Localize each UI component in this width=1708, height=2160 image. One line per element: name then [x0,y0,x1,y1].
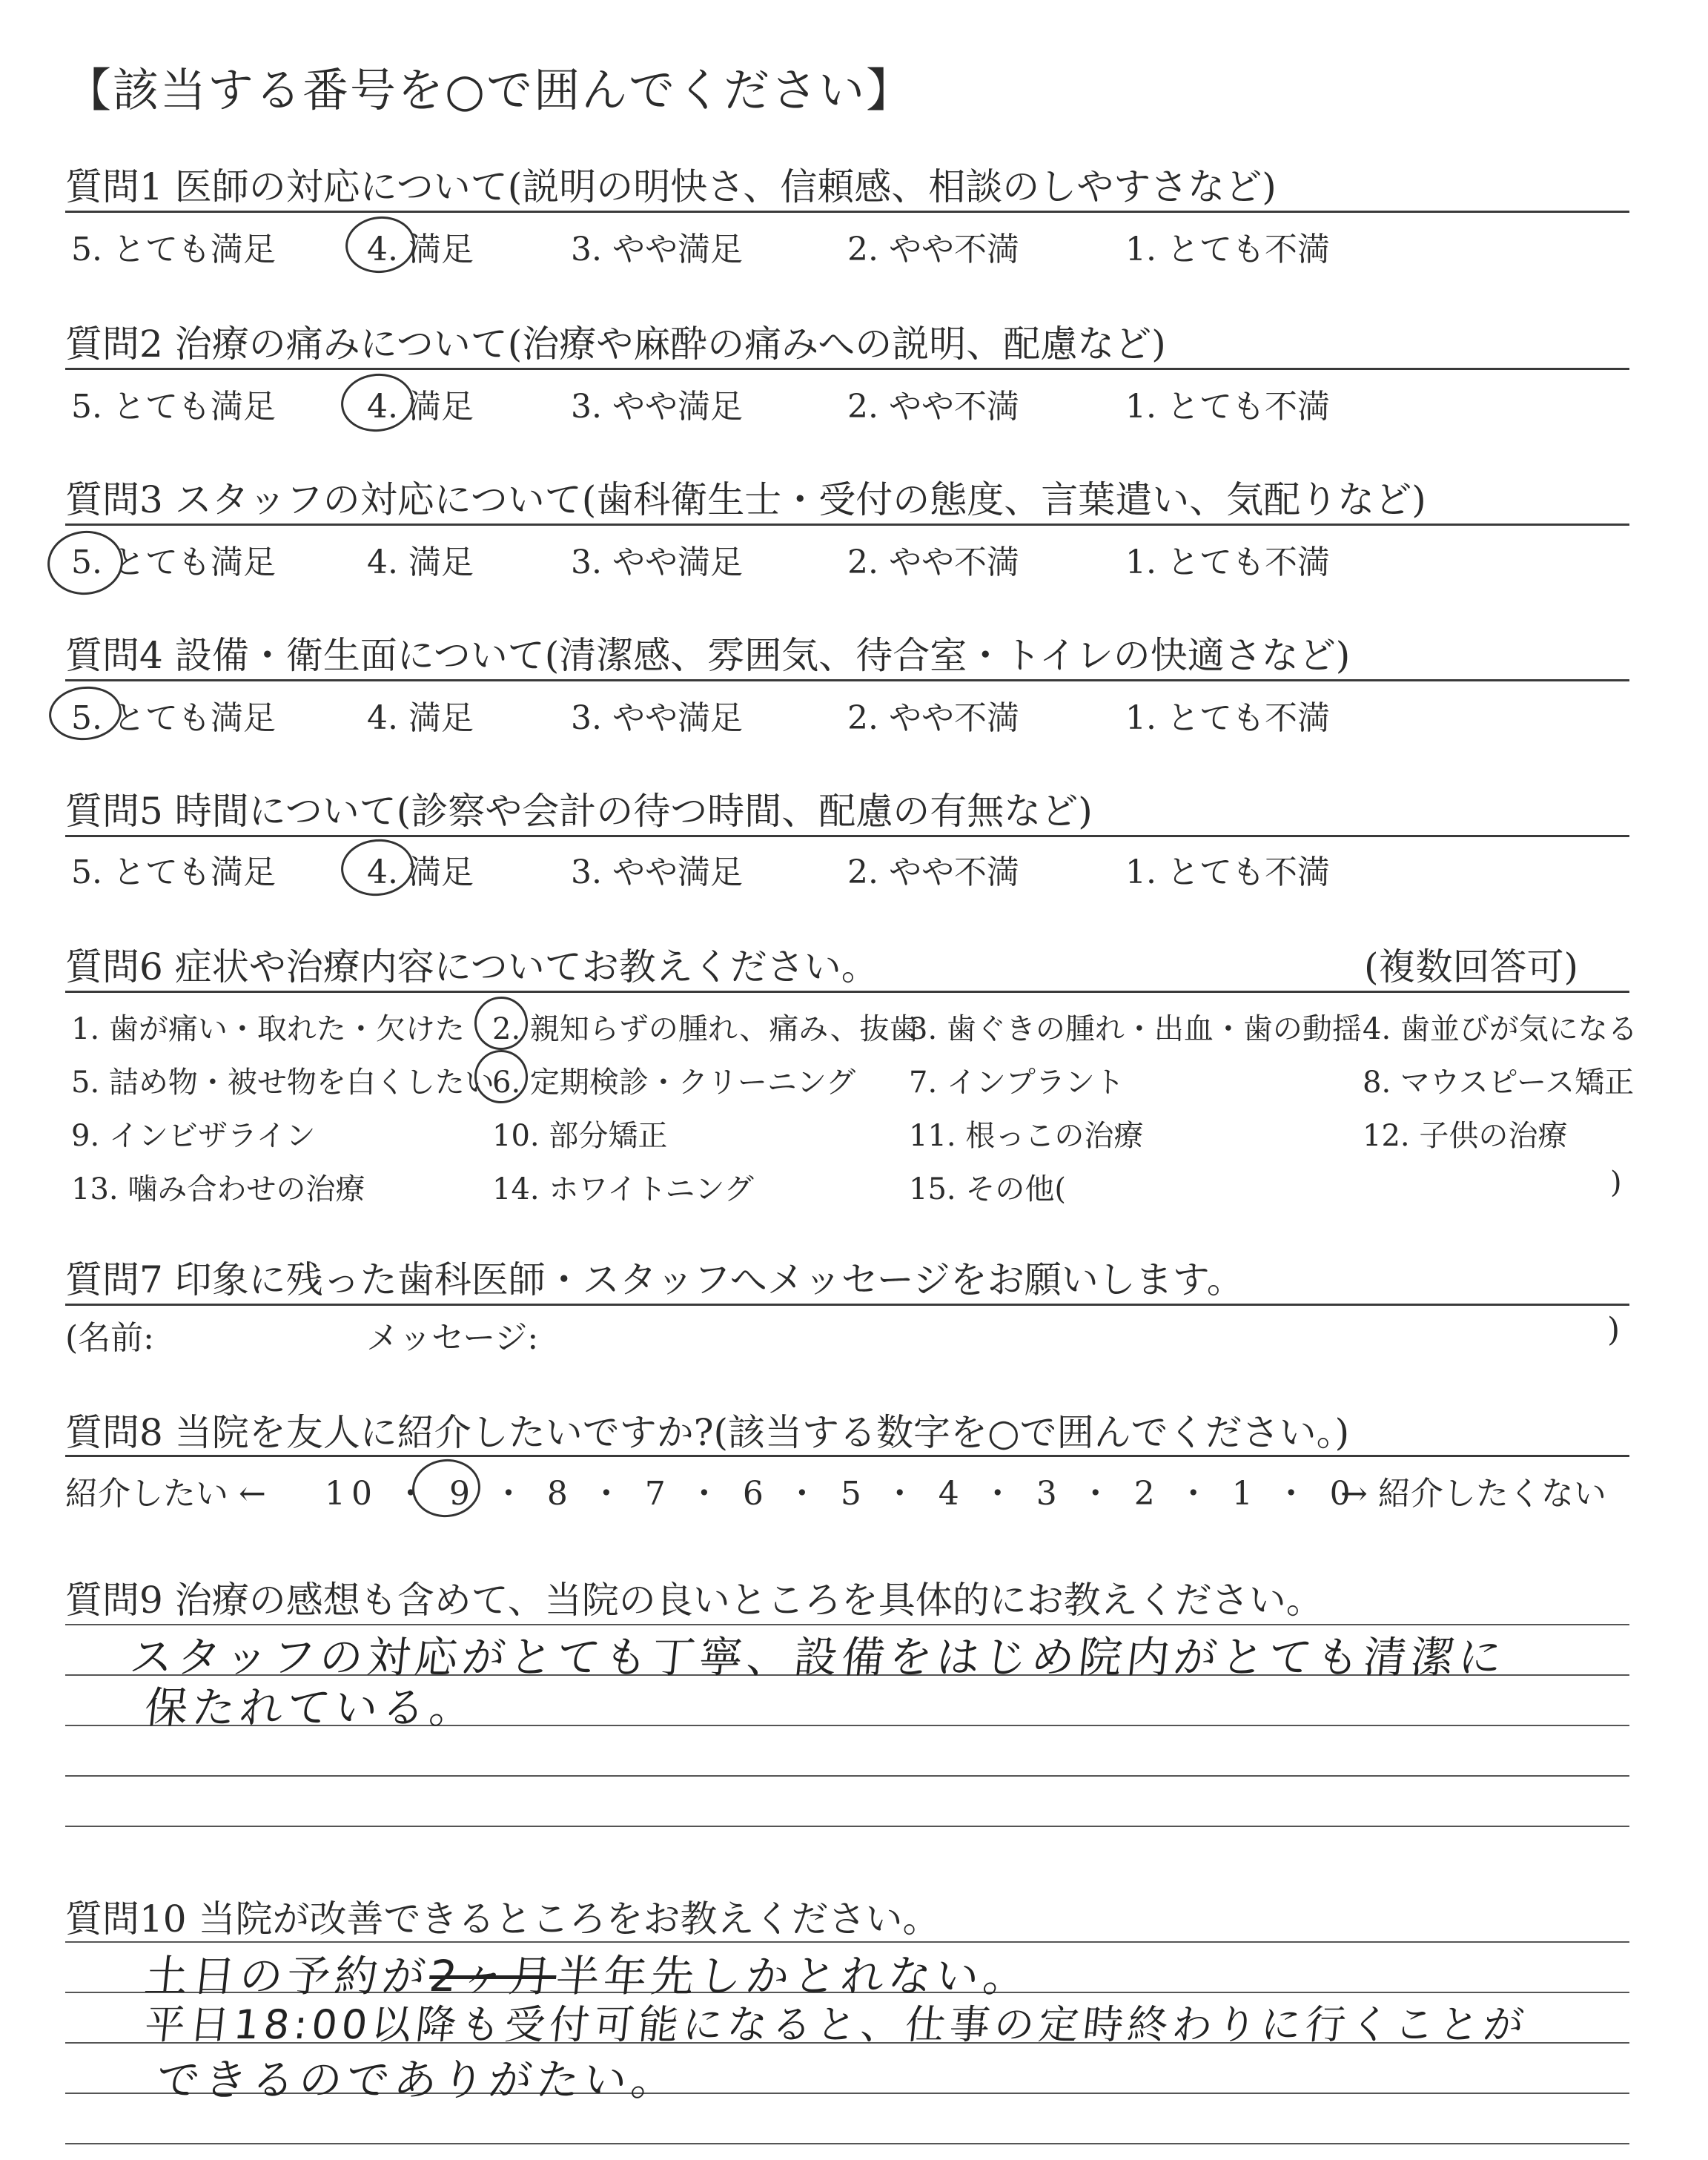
divider [65,835,1629,837]
q1-option-5[interactable]: 5. とても満足 [71,231,276,268]
q1-option-3[interactable]: 3. やや満足 [571,231,743,268]
q1-option-4[interactable]: 4. 満足 [367,231,474,268]
handwritten-answer-line: スタッフの対応がとても丁寧、設備をはじめ院内がとても清潔に [127,1632,1509,1682]
handwritten-answer-line: 保たれている。 [142,1682,480,1733]
question-3-label: 質問3 スタッフの対応について(歯科衛生士・受付の態度、言葉遣い、気配りなど) [65,478,1426,521]
struck-text: 2ヶ月 [426,1951,559,2001]
q6-option[interactable]: 5. 詰め物・被せ物を白くしたい [71,1066,494,1100]
q3-option-1[interactable]: 1. とても不満 [1125,544,1330,581]
q3-option-5[interactable]: 5. とても満足 [71,544,276,581]
answer-line [65,1826,1629,1827]
q6-option[interactable]: 1. 歯が痛い・取れた・欠けた [71,1012,465,1046]
q6-option[interactable]: 15. その他( [909,1172,1066,1206]
q4-option-2[interactable]: 2. やや不満 [847,699,1019,737]
q1-option-1[interactable]: 1. とても不満 [1125,231,1330,268]
q6-option[interactable]: 8. マウスピース矯正 [1363,1066,1635,1100]
question-6-label: 質問6 症状や治療内容についてお教えください。 [65,945,878,988]
q2-option-2[interactable]: 2. やや不満 [847,388,1019,426]
answer-text: 半年先しかとれない。 [553,1951,1033,2001]
divider [65,679,1629,681]
q5-option-2[interactable]: 2. やや不満 [847,853,1019,891]
name-label: (名前: [65,1319,154,1357]
q7-close-paren: ) [1607,1311,1621,1349]
question-1-label: 質問1 医師の対応について(説明の明快さ、信頼感、相談のしやすさなど) [65,165,1277,208]
q2-option-1[interactable]: 1. とても不満 [1125,388,1330,426]
q2-option-4[interactable]: 4. 満足 [367,388,474,426]
divider [65,368,1629,370]
answer-line [65,2143,1629,2144]
message-label: メッセージ: [366,1319,539,1357]
q1-option-2[interactable]: 2. やや不満 [847,231,1019,268]
q2-option-3[interactable]: 3. やや満足 [571,388,743,426]
recommend-right-label: → 紹介したくない [1340,1475,1606,1513]
recommend-scale[interactable]: 10 ・ 9 ・ 8 ・ 7 ・ 6 ・ 5 ・ 4 ・ 3 ・ 2 ・ 1 ・ 0 [325,1475,1357,1513]
q6-option[interactable]: 7. インプラント [909,1066,1125,1100]
divider [65,211,1629,213]
q4-option-3[interactable]: 3. やや満足 [571,699,743,737]
q5-option-5[interactable]: 5. とても満足 [71,853,276,891]
answer-text: 土日の予約が [142,1951,433,2001]
divider [65,1455,1629,1457]
q6-option[interactable]: 4. 歯並びが気になる [1363,1012,1638,1046]
q6-option[interactable]: 13. 噛み合わせの治療 [71,1172,365,1206]
handwritten-answer-line: できるのでありがたい。 [153,2055,682,2105]
q5-option-1[interactable]: 1. とても不満 [1125,853,1330,891]
question-7-label: 質問7 印象に残った歯科医師・スタッフへメッセージをお願いします。 [65,1258,1244,1301]
question-5-label: 質問5 時間について(診察や会計の待つ時間、配慮の有無など) [65,790,1093,833]
q4-option-4[interactable]: 4. 満足 [367,699,474,737]
q4-option-1[interactable]: 1. とても不満 [1125,699,1330,737]
q6-option[interactable]: 3. 歯ぐきの腫れ・出血・歯の動揺 [909,1012,1362,1046]
q3-option-3[interactable]: 3. やや満足 [571,544,743,581]
q3-option-4[interactable]: 4. 満足 [367,544,474,581]
q6-option[interactable]: 14. ホワイトニング [492,1172,754,1206]
divider [65,991,1629,993]
q6-option[interactable]: 12. 子供の治療 [1363,1119,1568,1153]
question-2-label: 質問2 治療の痛みについて(治療や麻酔の痛みへの説明、配慮など) [65,323,1166,366]
q2-option-5[interactable]: 5. とても満足 [71,388,276,426]
q6-option[interactable]: 11. 根っこの治療 [909,1119,1144,1153]
divider [65,1304,1629,1306]
question-10-label: 質問10 当院が改善できるところをお教えください。 [65,1898,940,1941]
question-8-label: 質問8 当院を友人に紹介したいですか?(該当する数字を○で囲んでください。) [65,1411,1350,1454]
q3-option-2[interactable]: 2. やや不満 [847,544,1019,581]
answer-line [65,1775,1629,1777]
q6-option[interactable]: 9. インビザライン [71,1119,316,1153]
question-9-label: 質問9 治療の感想も含めて、当院の良いところを具体的にお教えください。 [65,1579,1323,1622]
question-4-label: 質問4 設備・衛生面について(清潔感、雰囲気、待合室・トイレの快適さなど) [65,634,1351,677]
q5-option-4[interactable]: 4. 満足 [367,853,474,891]
q6-close-paren: ) [1610,1166,1622,1200]
q6-option[interactable]: 2. 親知らずの腫れ、痛み、抜歯 [492,1012,919,1046]
q5-option-3[interactable]: 3. やや満足 [571,853,743,891]
q4-option-5[interactable]: 5. とても満足 [71,699,276,737]
page-title: 【該当する番号を○で囲んでください】 [65,63,914,117]
q6-option[interactable]: 10. 部分矯正 [492,1119,668,1153]
q6-option[interactable]: 6. 定期検診・クリーニング [492,1066,856,1100]
handwritten-answer-line: 平日18:00以降も受付可能になると、仕事の定時終わりに行くことが [142,2001,1531,2048]
recommend-left-label: 紹介したい ← [65,1475,266,1513]
divider [65,524,1629,526]
question-6-note: (複数回答可) [1364,945,1579,988]
